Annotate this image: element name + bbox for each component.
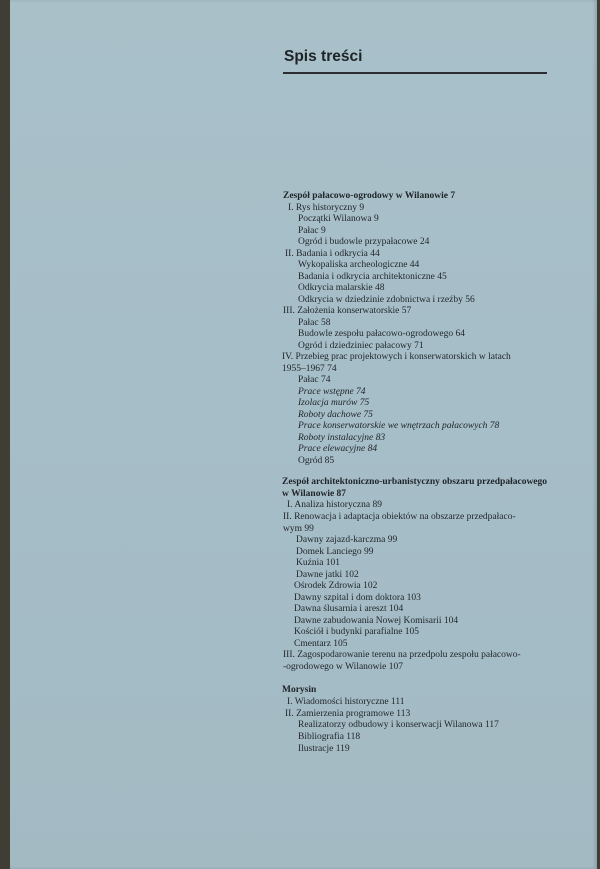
toc-entry — [298, 410, 373, 421]
toc-entry-text: Dawna ślusarnia i areszt 104 — [294, 604, 404, 614]
toc-entry — [298, 456, 334, 467]
toc-entry — [298, 433, 385, 444]
toc-entry — [296, 558, 340, 569]
toc-entry — [298, 272, 447, 283]
toc-entry-text: Budowle zespołu pałacowo-ogrodowego 64 — [298, 329, 466, 339]
toc-entry — [294, 581, 377, 592]
toc-entry-text: Roboty dachowe 75 — [298, 410, 373, 420]
toc-entry — [296, 570, 359, 581]
toc-entry — [298, 226, 326, 237]
toc-entry-text: Izolacja murów 75 — [298, 398, 370, 408]
toc-entry — [298, 387, 366, 398]
toc-entry — [287, 697, 404, 708]
toc-entry — [294, 627, 419, 638]
toc-entry-text: Realizatorzy odbudowy i konserwacji Wilanowa 117 — [298, 720, 499, 730]
toc-entry-text: Odkrycia w dziedzinie zdobnictwa i rzeźby 56 — [298, 295, 475, 305]
toc-entry — [298, 295, 475, 306]
toc-entry-text: w Wilanowie 87 — [282, 489, 347, 499]
toc-entry-text: Kościół i budynki parafialne 105 — [294, 627, 420, 637]
toc-entry-text: -ogrodowego w Wilanowie 107 — [283, 662, 404, 672]
toc-section-heading — [282, 477, 547, 488]
toc-entry-text: Pałac 74 — [298, 375, 331, 385]
toc-entry — [298, 237, 429, 248]
toc-entry — [298, 260, 419, 271]
toc-entry — [298, 214, 379, 225]
toc-entry — [294, 604, 403, 615]
toc-section-heading — [282, 685, 316, 696]
toc-entry — [298, 744, 350, 755]
toc-entry-text: II. Badania i odkrycia 44 — [285, 249, 380, 259]
toc-entry — [294, 616, 458, 627]
toc-entry-text: Bibliografia 118 — [298, 732, 361, 742]
toc-entry-text: Pałac 9 — [298, 226, 326, 236]
toc-entry — [285, 709, 410, 720]
toc-entry-text: Dawne jatki 102 — [296, 570, 359, 580]
toc-entry — [298, 341, 424, 352]
toc-entry — [287, 500, 382, 511]
toc-entry-text: Dawne zabudowania Nowej Komisarii 104 — [294, 616, 459, 626]
toc-entry-text: III. Zagospodarowanie terenu na przedpolu zespołu pałacowo- — [283, 650, 521, 660]
toc-entry-text: I. Rys historyczny 9 — [288, 203, 365, 213]
toc-entry — [285, 249, 380, 260]
toc-entry-text: II. Renowacja i adaptacja obiektów na obszarze przedpałaco- — [283, 512, 516, 522]
toc-entry-text: Dawny szpital i dom doktora 103 — [294, 593, 421, 603]
toc-entry — [283, 512, 516, 523]
toc-section-heading — [283, 191, 455, 202]
toc-entry — [294, 639, 348, 650]
toc-section-heading — [282, 489, 346, 500]
toc-entry — [283, 650, 521, 661]
toc-entry — [298, 329, 465, 340]
toc-entry — [298, 375, 330, 386]
toc-entry-text: Domek Lanciego 99 — [296, 547, 374, 557]
toc-entry-text: Cmentarz 105 — [294, 639, 348, 649]
toc-entry-text: IV. Przebieg prac projektowych i konserwatorskich w latach — [282, 352, 511, 362]
toc-entry-text: I. Wiadomości historyczne 111 — [287, 697, 405, 707]
toc-entry — [298, 283, 385, 294]
toc-entry — [283, 662, 403, 673]
toc-entry — [298, 444, 377, 455]
toc-entry — [282, 364, 337, 375]
toc-entry — [298, 318, 330, 329]
toc-entry — [283, 524, 314, 535]
toc-entry-text: Badania i odkrycia architektoniczne 45 — [298, 272, 447, 282]
toc-entry-text: Prace wstępne 74 — [298, 387, 366, 397]
toc-entry — [298, 720, 499, 731]
toc-entry-text: Kuźnia 101 — [296, 558, 341, 568]
toc-entry — [298, 398, 369, 409]
toc-entry-text: III. Założenia konserwatorskie 57 — [283, 306, 412, 316]
toc-entry-text: Ośrodek Zdrowia 102 — [294, 581, 378, 591]
toc-entry-text: Odkrycia malarskie 48 — [298, 283, 385, 293]
toc-entry-text: Prace konserwatorskie we wnętrzach pałacowych 78 — [298, 421, 500, 431]
toc-entry-text: Pałac 58 — [298, 318, 331, 328]
toc-entry-text: I. Analiza historyczna 89 — [287, 500, 382, 510]
page-title: Spis treści — [284, 48, 363, 65]
toc-entry-text: Ogród i budowle przypałacowe 24 — [298, 237, 430, 247]
toc-entry-text: 1955–1967 74 — [282, 364, 337, 374]
toc-entry — [283, 306, 411, 317]
toc-entry-text: Roboty instalacyjne 83 — [298, 433, 386, 443]
toc-entry-text: Ilustracje 119 — [298, 744, 350, 754]
toc-entry-text: Dawny zajazd-karczma 99 — [296, 535, 398, 545]
toc-entry — [298, 421, 499, 432]
toc-entry — [298, 732, 360, 743]
toc-entry — [294, 593, 421, 604]
toc-entry — [282, 352, 511, 363]
toc-entry-text: Ogród i dziedziniec pałacowy 71 — [298, 341, 424, 351]
toc-entry-text: Wykopaliska archeologiczne 44 — [298, 260, 420, 270]
toc-entry-text: Ogród 85 — [298, 456, 335, 466]
toc-entry — [288, 203, 364, 214]
toc-entry — [296, 547, 374, 558]
toc-entry-text: Zespół pałacowo-ogrodowy w Wilanowie 7 — [283, 191, 456, 201]
toc-entry-text: wym 99 — [283, 524, 314, 534]
toc-entry — [296, 535, 397, 546]
toc-entry-text: Morysin — [282, 685, 317, 695]
toc-entry-text: Początki Wilanowa 9 — [298, 214, 379, 224]
toc-entry-text: Prace elewacyjne 84 — [298, 444, 378, 454]
toc-entry-text: II. Zamierzenia programowe 113 — [285, 709, 411, 719]
toc-entry-text: Zespół architektoniczno-urbanistyczny obszaru przedpałacowego — [282, 477, 548, 487]
